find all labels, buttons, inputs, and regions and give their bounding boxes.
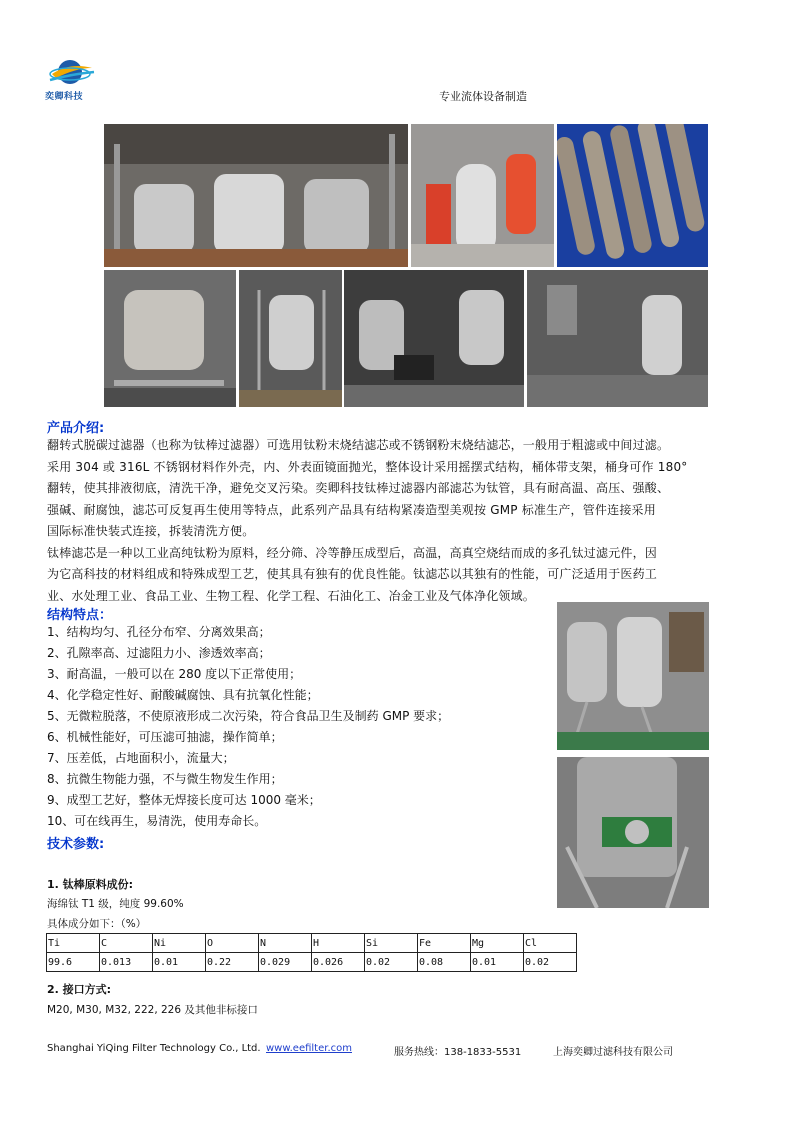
table-cell: 0.08 [418, 953, 471, 972]
photo-filter-housings-workshop [104, 124, 408, 267]
section-title-features: 结构特点： [47, 608, 113, 623]
photo-two-filters-frame [344, 270, 524, 407]
table-cell: 0.01 [153, 953, 206, 972]
table-header-cell: Cl [524, 934, 577, 953]
section-title-tech: 技术参数: [47, 837, 105, 852]
tech-sub2-line: M20, M30, M32, 222, 226 及其他非标接口 [47, 1004, 258, 1016]
photo-titanium-rods [557, 124, 708, 267]
tech-sub1-line: 海绵钛 T1 级，纯度 99.60% [47, 898, 184, 910]
photo-filter-on-frame [239, 270, 342, 407]
table-cell: 0.22 [206, 953, 259, 972]
table-cell: 0.01 [471, 953, 524, 972]
footer-company-cn: 上海奕卿过滤科技有限公司 [553, 1047, 673, 1058]
footer-website-link[interactable]: www.eefilter.com [266, 1043, 352, 1054]
feature-item: 9、成型工艺好，整体无焊接长度可达 1000 毫米； [47, 793, 321, 807]
table-header-cell: Si [365, 934, 418, 953]
table-cell: 0.013 [100, 953, 153, 972]
feature-item: 6、机械性能好，可压滤可抽滤，操作简单； [47, 730, 283, 744]
intro-paragraph-1 [47, 435, 752, 607]
table-header-cell: O [206, 934, 259, 953]
table-header-cell: Mg [471, 934, 524, 953]
table-header-cell: Fe [418, 934, 471, 953]
intro-line: 强碱、耐腐蚀，滤芯可反复再生使用等特点，此系列产品具有结构紧凑造型美观按 GMP 标准生产，管件连接采用 [47, 502, 656, 517]
footer-company-en: Shanghai YiQing Filter Technology Co., Ltd. [47, 1043, 261, 1054]
page-tagline: 专业流体设备制造 [439, 90, 527, 103]
intro-line: 为它高科技的材料组成和特殊成型工艺，使其具有独有的优良性能。钛滤芯以其独有的性能，可广泛适用于医药工 [47, 567, 658, 581]
features-list [47, 622, 547, 832]
table-cell: 0.029 [259, 953, 312, 972]
photo-filter-warehouse [527, 270, 708, 407]
intro-line: 翻转式脱碳过滤器（也称为钛棒过滤器）可选用钛粉末烧结滤芯或不锈钢粉末烧结滤芯，一般用于粗滤或中间过滤。 [47, 438, 670, 452]
feature-item: 4、化学稳定性好、耐酸碱腐蚀、具有抗氧化性能； [47, 688, 319, 702]
table-cell: 99.6 [47, 953, 100, 972]
logo-text: 奕卿科技 [45, 92, 84, 102]
feature-item: 1、结构均匀、孔径分布窄、分离效果高； [47, 625, 271, 639]
composition-table [46, 933, 577, 972]
feature-item: 7、压差低，占地面积小，流量大； [47, 751, 235, 765]
intro-line: 国际标准快装式连接，拆装清洗方便。 [47, 524, 255, 538]
tech-sub2-title: 2. 接口方式: [47, 983, 112, 996]
table-header-row [47, 934, 577, 953]
intro-line: 采用 304 或 316L 不锈钢材料作外壳，内、外表面镜面抛光，整体设计采用摇摆式结构，桶体带支架，桶身可作 180° [47, 459, 688, 474]
feature-item: 3、耐高温，一般可以在 280 度以下正常使用； [47, 667, 302, 681]
table-header-cell: C [100, 934, 153, 953]
photo-red-filter-unit [411, 124, 554, 267]
table-row [47, 953, 577, 972]
intro-line: 业、水处理工业、食品工业、生物工程、化学工程、石油化工、冶金工业及气体净化领域。 [47, 588, 536, 603]
photo-filter-pivot-closeup [557, 757, 709, 908]
intro-line: 翻转，使其排液彻底，清洗干净，避免交叉污染。奕卿科技钛棒过滤器内部滤芯为钛管，具有耐高温、高压、强酸、 [47, 481, 670, 495]
photo-filter-tilted [104, 270, 236, 407]
table-header-cell: Ti [47, 934, 100, 953]
table-header-cell: H [312, 934, 365, 953]
table-header-cell: Ni [153, 934, 206, 953]
feature-item: 8、抗微生物能力强，不与微生物发生作用； [47, 772, 283, 786]
composition-label: 具体成分如下：（%） [47, 918, 147, 930]
table-cell: 0.02 [524, 953, 577, 972]
table-cell: 0.02 [365, 953, 418, 972]
feature-item: 2、孔隙率高、过滤阻力小、渗透效率高； [47, 646, 271, 660]
tech-sub1-title: 1. 钛棒原料成份: [47, 878, 134, 891]
feature-item: 5、无微粒脱落，不使原液形成二次污染，符合食品卫生及制药 GMP 要求； [47, 709, 450, 723]
feature-item: 10、可在线再生，易清洗，使用寿命长。 [47, 814, 267, 828]
section-title-intro: 产品介绍: [47, 421, 105, 436]
table-cell: 0.026 [312, 953, 365, 972]
photo-filters-row [557, 602, 709, 750]
table-header-cell: N [259, 934, 312, 953]
intro-line: 钛棒滤芯是一种以工业高纯钛粉为原料，经分筛、冷等静压成型后，高温，高真空烧结而成的多孔钛过滤元件，因 [47, 545, 658, 560]
footer-hotline: 服务热线：138-1833-5531 [394, 1047, 522, 1058]
